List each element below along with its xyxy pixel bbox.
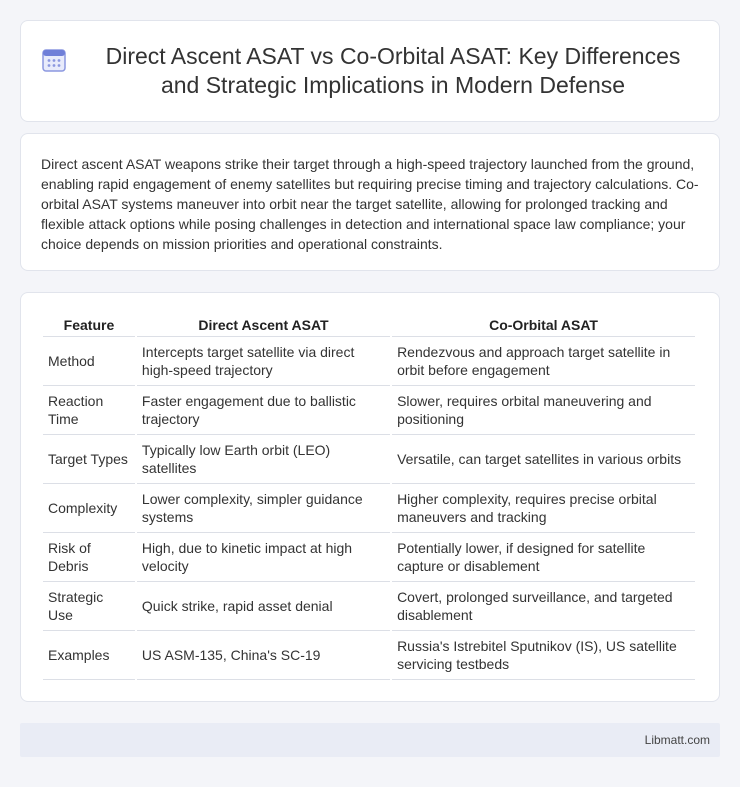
header-co-orbital: Co-Orbital ASAT: [392, 315, 695, 337]
table-row: [43, 386, 695, 435]
feature-cell: Examples: [43, 631, 135, 680]
table-row: [43, 533, 695, 582]
table-row: [43, 582, 695, 631]
feature-cell: Complexity: [43, 484, 135, 533]
summary-text: Direct ascent ASAT weapons strike their target through a high-speed trajectory launched from the ground, enabling rapid engagement of enemy satellites but requiring precise timing and trajectory calculations. Co-orbital ASAT systems maneuver into orbit near the target satellite, allowing for prolonged tracking and flexible attack options while posing challenges in detection and international space law compliance; your choice depends on mission priorities and operational constraints.: [41, 156, 699, 252]
direct-ascent-cell: Intercepts target satellite via direct high-speed trajectory: [137, 337, 390, 386]
title-card: [20, 20, 720, 122]
co-orbital-cell: Covert, prolonged surveillance, and targeted disablement: [392, 582, 695, 631]
footer-brand[interactable]: Libmatt.com: [644, 733, 710, 747]
direct-ascent-cell: High, due to kinetic impact at high velocity: [137, 533, 390, 582]
co-orbital-cell: Slower, requires orbital maneuvering and positioning: [392, 386, 695, 435]
co-orbital-cell: Rendezvous and approach target satellite in orbit before engagement: [392, 337, 695, 386]
direct-ascent-cell: Lower complexity, simpler guidance systems: [137, 484, 390, 533]
direct-ascent-cell: Quick strike, rapid asset denial: [137, 582, 390, 631]
table-row: [43, 337, 695, 386]
feature-cell: Target Types: [43, 435, 135, 484]
table-card: [20, 292, 720, 702]
summary-card: [20, 133, 720, 271]
header-feature: Feature: [43, 315, 135, 337]
feature-cell: Method: [43, 337, 135, 386]
table-row: [43, 484, 695, 533]
comparison-table: [41, 315, 697, 680]
calendar-grid-icon: [41, 47, 67, 73]
feature-cell: Risk of Debris: [43, 533, 135, 582]
table-row: [43, 435, 695, 484]
co-orbital-cell: Potentially lower, if designed for satellite capture or disablement: [392, 533, 695, 582]
footer: [20, 723, 720, 757]
direct-ascent-cell: US ASM-135, China's SC-19: [137, 631, 390, 680]
co-orbital-cell: Versatile, can target satellites in various orbits: [392, 435, 695, 484]
page-title: Direct Ascent ASAT vs Co-Orbital ASAT: Key Differences and Strategic Implications in Modern Defense: [105, 43, 681, 98]
co-orbital-cell: Higher complexity, requires precise orbital maneuvers and tracking: [392, 484, 695, 533]
feature-cell: Reaction Time: [43, 386, 135, 435]
header-direct-ascent: Direct Ascent ASAT: [137, 315, 390, 337]
title-wrap: [21, 21, 719, 121]
table-row: [43, 631, 695, 680]
direct-ascent-cell: Faster engagement due to ballistic trajectory: [137, 386, 390, 435]
table-header-row: [43, 315, 695, 337]
co-orbital-cell: Russia's Istrebitel Sputnikov (IS), US satellite servicing testbeds: [392, 631, 695, 680]
direct-ascent-cell: Typically low Earth orbit (LEO) satellites: [137, 435, 390, 484]
feature-cell: Strategic Use: [43, 582, 135, 631]
